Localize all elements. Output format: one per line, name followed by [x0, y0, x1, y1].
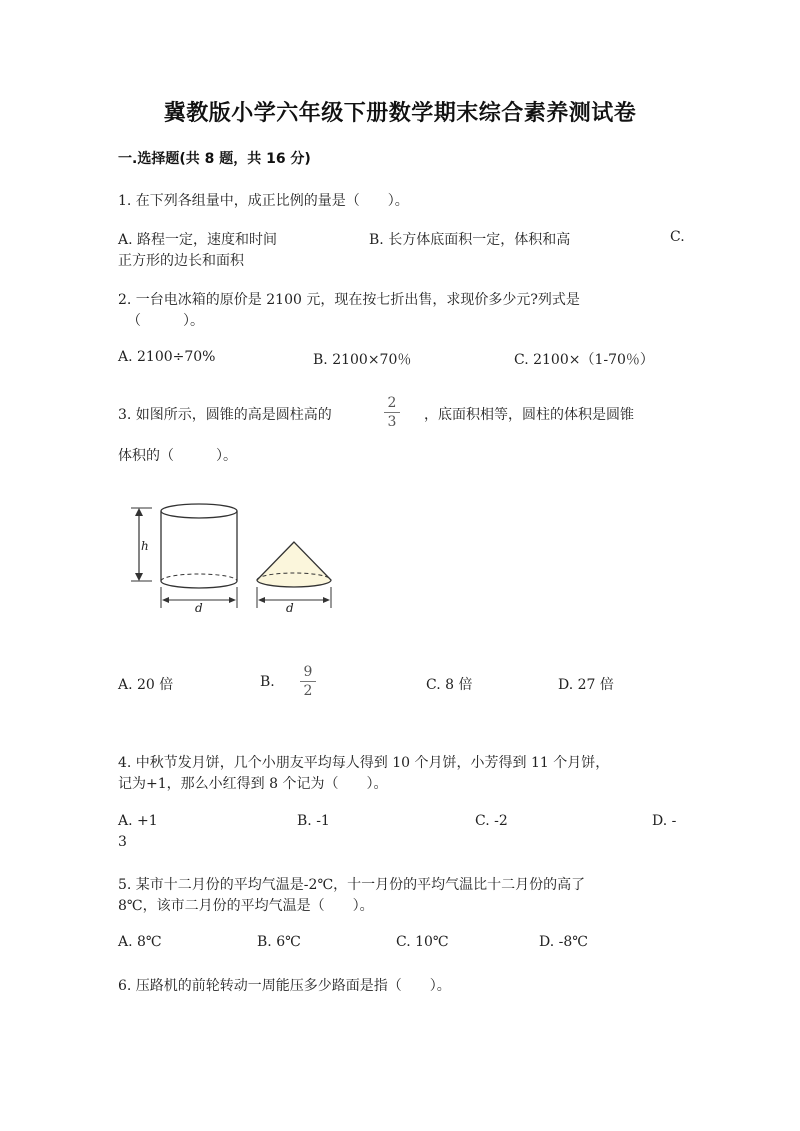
cone-width-arrow-left: [258, 597, 265, 603]
page-title: 冀教版小学六年级下册数学期末综合素养测试卷: [163, 101, 637, 126]
q6-stem: 6. 压路机的前轮转动一周能压多少路面是指（ ）。: [118, 978, 451, 994]
q3-option-a: A. 20 倍: [118, 677, 174, 693]
height-arrow-top: [135, 508, 143, 516]
q2-option-b: B. 2100×70％: [313, 352, 412, 368]
q4-option-a: A. +1: [118, 813, 158, 829]
section-heading: 一.选择题(共 8 题，共 16 分): [118, 151, 311, 167]
q3-option-d: D. 27 倍: [558, 677, 614, 693]
q3-stem-continued: ，底面积相等，圆柱的体积是圆锥: [424, 407, 634, 423]
cone: [257, 542, 331, 587]
q2-stem-line2: （ ）。: [127, 313, 204, 329]
height-label: h: [141, 539, 149, 553]
cylinder-cone-figure: [122, 500, 344, 618]
cone-width-arrow-right: [323, 597, 330, 603]
q3-option-c: C. 8 倍: [426, 677, 473, 693]
q3-option-b: B.: [260, 674, 275, 690]
q4-option-c: C. -2: [475, 813, 508, 829]
fraction-numerator: 9: [303, 664, 313, 680]
q4-option-b: B. -1: [297, 813, 330, 829]
q5-stem: 5. 某市十二月份的平均气温是-2℃，十一月份的平均气温比十二月份的高了: [118, 877, 586, 893]
cyl-width-arrow-left: [162, 597, 169, 603]
q5-stem-line2: 8℃，该市二月份的平均气温是（ ）。: [118, 898, 374, 914]
q1-option-a: A. 路程一定，速度和时间: [118, 232, 278, 248]
cyl-diameter-label: d: [195, 601, 203, 615]
q1-option-c: C.: [670, 229, 685, 245]
cone-diameter-label: d: [286, 601, 294, 615]
q1-stem: 1. 在下列各组量中，成正比例的量是（ ）。: [118, 193, 409, 209]
fraction-numerator: 2: [387, 395, 397, 411]
q3-option-b-fraction: [300, 664, 316, 699]
fraction-denominator: 2: [303, 683, 313, 699]
cylinder-top: [161, 504, 237, 518]
q5-option-c: C. 10℃: [396, 934, 449, 950]
q2-stem: 2. 一台电冰箱的原价是 2100 元，现在按七折出售，求现价多少元?列式是: [118, 292, 580, 308]
q4-stem-line2: 记为+1，那么小红得到 8 个记为（ ）。: [118, 776, 388, 792]
q5-option-b: B. 6℃: [257, 934, 301, 950]
fraction-bar: [300, 681, 316, 682]
q4-option-d: D. -: [652, 813, 677, 829]
q3-stem-line2: 体积的（ ）。: [118, 448, 237, 464]
q3-stem: 3. 如图所示，圆锥的高是圆柱高的: [118, 407, 332, 423]
height-arrow-bottom: [135, 573, 143, 581]
q4-stem: 4. 中秋节发月饼，几个小朋友平均每人得到 10 个月饼，小芳得到 11 个月饼，: [118, 755, 610, 771]
cyl-width-arrow-right: [229, 597, 236, 603]
cylinder-base-back: [161, 574, 237, 581]
fraction-denominator: 3: [387, 414, 397, 430]
q5-option-a: A. 8℃: [118, 934, 162, 950]
q1-option-c-continued: 正方形的边长和面积: [118, 253, 244, 269]
q2-option-a: A. 2100÷70%: [118, 349, 216, 365]
fraction-bar: [384, 412, 400, 413]
q3-fraction: [384, 395, 400, 430]
q1-option-b: B. 长方体底面积一定，体积和高: [369, 232, 571, 248]
q4-option-d-continued: 3: [118, 834, 127, 850]
q5-option-d: D. -8℃: [539, 934, 588, 950]
q2-option-c: C. 2100×（1-70％）: [514, 352, 654, 368]
cylinder-base-front: [161, 581, 237, 588]
